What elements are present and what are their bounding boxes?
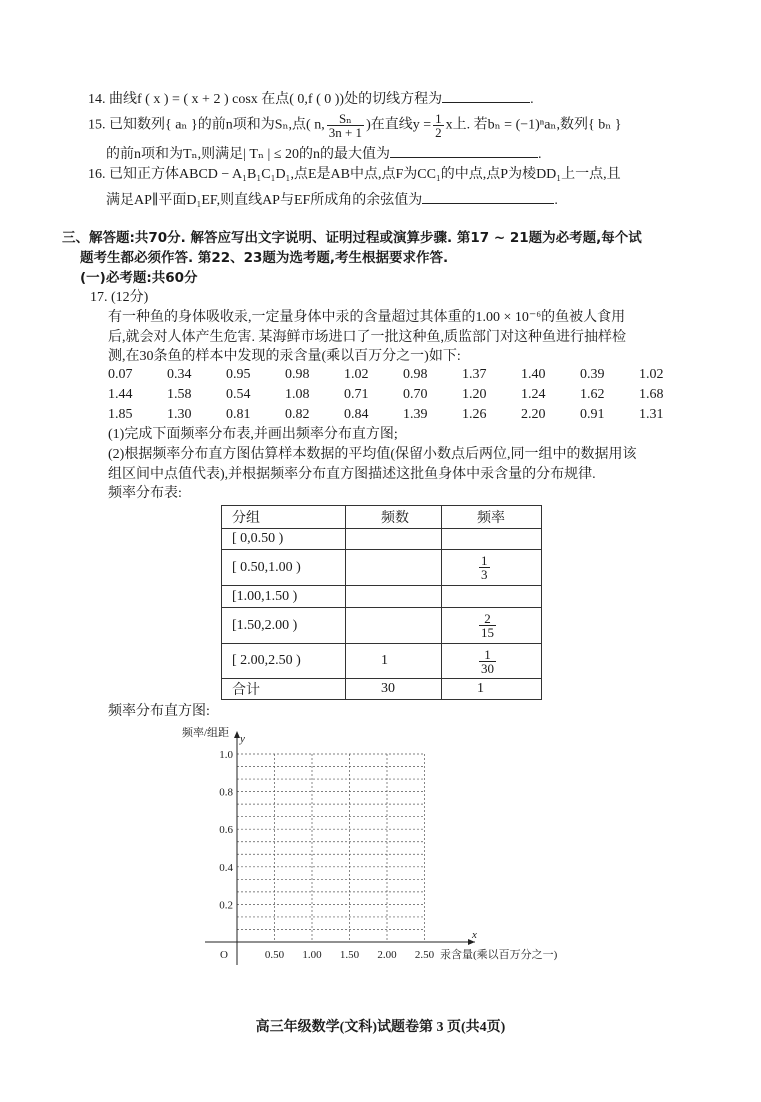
question-14-text: 14. 曲线f ( x ) = ( x + 2 ) cosx 在点( 0,f ( 0 ))处的切线方程为 xyxy=(88,92,443,107)
period: . xyxy=(554,193,558,208)
data-value: 0.95 xyxy=(226,367,251,382)
fraction-numerator: 2 xyxy=(479,612,496,626)
x-tick-label: 2.50 xyxy=(414,949,435,961)
data-value: 1.68 xyxy=(639,387,664,402)
data-value: 2.20 xyxy=(521,407,546,422)
question-15-text-a: 15. 已知数列{ aₙ }的前n项和为Sₙ,点( n, xyxy=(88,117,325,133)
data-value: 1.24 xyxy=(521,387,546,402)
fraction-numerator: 1 xyxy=(435,111,442,126)
fraction-denominator: 15 xyxy=(481,625,494,640)
cell-total-frequency: 1 xyxy=(442,679,542,700)
data-value: 1.08 xyxy=(285,387,310,402)
cell-group: [ 0,0.50 ) xyxy=(222,529,346,550)
data-value: 0.07 xyxy=(108,367,133,382)
question-17-part-2: (2)根据频率分布直方图估算样本数据的平均值(保留小数点后两位,同一组中的数据用该 xyxy=(108,447,637,462)
cell-group: [1.00,1.50 ) xyxy=(222,586,346,608)
data-value: 0.71 xyxy=(344,387,369,402)
data-value: 0.34 xyxy=(167,367,192,382)
question-15-text-b: )在直线y = xyxy=(366,117,432,133)
data-value: 1.40 xyxy=(521,367,546,382)
data-value: 1.62 xyxy=(580,387,605,402)
data-value: 1.39 xyxy=(403,407,428,422)
data-value: 1.02 xyxy=(639,367,664,382)
question-17-paragraph-3: 测,在30条鱼的样本中发现的汞含量(乘以百万分之一)如下: xyxy=(108,349,461,364)
x-tick-label: 2.00 xyxy=(377,949,397,961)
header-group: 分组 xyxy=(222,506,346,529)
cell-group: [1.50,2.00 ) xyxy=(222,608,346,644)
page-footer: 高三年级数学(文科)试题卷第 3 页(共4页) xyxy=(255,1020,506,1035)
subsection-heading: (一)必考题:共60分 xyxy=(80,270,198,286)
header-frequency: 频率 xyxy=(442,506,542,529)
x-tick-label: 0.50 xyxy=(264,949,285,961)
fraction-numerator: Sₙ xyxy=(327,112,364,126)
question-17-part-1: (1)完成下面频率分布表,并画出频率分布直方图; xyxy=(108,427,398,442)
y-tick-label: 0.4 xyxy=(219,861,233,874)
cell-total-label: 合计 xyxy=(222,679,346,700)
data-value: 1.37 xyxy=(462,367,487,382)
data-value: 1.31 xyxy=(639,407,664,422)
period: . xyxy=(538,147,542,162)
fraction-denominator: 2 xyxy=(435,125,442,140)
question-16-text-line2: 满足AP∥平面D₁EF,则直线AP与EF所成角的余弦值为 xyxy=(106,193,423,208)
question-16-line-1: 16. 已知正方体ABCD − A₁B₁C₁D₁,点E是AB中点,点F为CC₁的中点,点P为棱DD₁上一点,且 xyxy=(88,167,621,182)
y-tick-label: 0.6 xyxy=(219,824,233,837)
cell-count: 1 xyxy=(346,644,442,679)
data-value: 1.58 xyxy=(167,387,192,402)
data-value: 0.98 xyxy=(285,367,310,382)
data-value: 0.54 xyxy=(226,387,251,402)
data-value: 1.85 xyxy=(108,407,133,422)
x-axis-name: x xyxy=(472,929,477,941)
question-17-part-2-cont: 组区间中点值代表),并根据频率分布直方图描述这批鱼身体中汞含量的分布规律. xyxy=(108,467,596,482)
data-value: 0.70 xyxy=(403,387,428,402)
cell-total-count: 30 xyxy=(346,679,442,700)
cell-group: [ 0.50,1.00 ) xyxy=(222,550,346,586)
data-value: 1.20 xyxy=(462,387,487,402)
fraction-denominator: 30 xyxy=(481,660,494,676)
origin-label: O xyxy=(220,949,228,961)
data-value: 0.82 xyxy=(285,407,310,422)
y-tick-label: 0.2 xyxy=(219,899,233,912)
data-value: 0.39 xyxy=(580,367,605,382)
fraction-denominator: 3 xyxy=(481,567,488,582)
frequency-table-label: 频率分布表: xyxy=(108,486,182,501)
histogram-label: 频率分布直方图: xyxy=(108,704,210,719)
y-tick-label: 1.0 xyxy=(219,749,233,761)
x-tick-label: 1.50 xyxy=(339,949,360,961)
fraction-numerator: 1 xyxy=(481,553,488,568)
y-tick-label: 0.8 xyxy=(219,786,233,799)
cell-group: [ 2.00,2.50 ) xyxy=(222,644,346,679)
data-value: 0.81 xyxy=(226,407,251,422)
x-axis-label: 汞含量(乘以百万分之一) xyxy=(440,949,558,961)
x-tick-label: 1.00 xyxy=(302,949,322,961)
question-17-heading: 17. (12分) xyxy=(90,290,149,305)
y-axis-label: 频率/组距 xyxy=(182,727,230,739)
question-17-paragraph-1: 有一种鱼的身体吸收汞,一定量身体中汞的含量超过其体重的1.00 × 10⁻⁶的鱼被人食用 xyxy=(108,310,626,325)
question-17-paragraph-2: 后,就会对人体产生危害. 某海鲜市场进口了一批这种鱼,质监部门对这种鱼进行抽样检 xyxy=(108,330,626,345)
section-3-heading: 三、解答题:共70分. 解答应写出文字说明、证明过程或演算步骤. 第17 ~ 21题为必考题,每个试 xyxy=(62,230,642,246)
data-value: 1.26 xyxy=(462,407,487,422)
question-15-text-c: x上. 若bₙ = (−1)ⁿaₙ,数列{ bₙ } xyxy=(445,117,622,133)
question-15-text-line2: 的前n项和为Tₙ,则满足| Tₙ | ≤ 20的n的最大值为 xyxy=(106,147,391,162)
fraction-denominator: 3n + 1 xyxy=(328,125,363,140)
data-value: 0.84 xyxy=(344,407,369,422)
data-value: 0.91 xyxy=(580,407,605,422)
period: . xyxy=(530,92,534,107)
data-value: 1.30 xyxy=(167,407,192,422)
y-axis-name: y xyxy=(240,733,245,745)
fraction-numerator: 1 xyxy=(479,648,496,662)
data-value: 0.98 xyxy=(403,367,428,382)
header-count: 频数 xyxy=(346,506,442,529)
data-value: 1.02 xyxy=(344,367,369,382)
section-3-heading-cont: 题考生都必须作答. 第22、23题为选考题,考生根据要求作答. xyxy=(80,250,449,266)
data-value: 1.44 xyxy=(108,387,133,402)
